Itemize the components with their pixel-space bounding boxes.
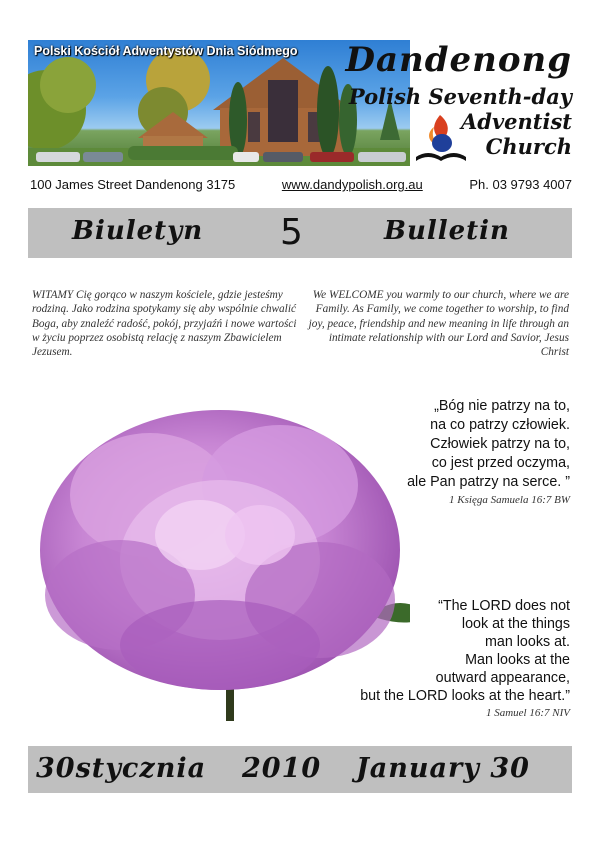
welcome-english: We WELCOME you warmly to our church, where we are Family. As Family, we come together to worship, to find joy, peace, friendship and new meaning in life through an intimate relationship with our Lord and Savior, Jesus Christ xyxy=(308,289,569,359)
contact-row xyxy=(30,177,572,192)
photo-caption: Polski Kościół Adwentystów Dnia Siódmego xyxy=(34,44,298,58)
title-church: Church xyxy=(485,134,572,159)
quote-polish-line: na co patrzy człowiek. xyxy=(430,417,570,433)
quote-polish-reference: 1 Księga Samuela 16:7 BW xyxy=(449,494,570,506)
quote-english-reference: 1 Samuel 16:7 NIV xyxy=(485,707,570,719)
quote-english xyxy=(290,597,570,720)
adventist-logo-icon xyxy=(412,113,470,165)
quote-polish-line: ale Pan patrzy na serce. ” xyxy=(407,474,570,490)
bulletin-label-english: Bulletin xyxy=(384,216,510,246)
quote-english-line: outward appearance, xyxy=(435,670,570,686)
website-link[interactable]: www.dandypolish.org.au xyxy=(281,177,423,192)
date-year: 2010 xyxy=(242,753,322,784)
quote-english-line: but the LORD looks at the heart.” xyxy=(360,688,570,704)
bulletin-band xyxy=(28,208,572,258)
title-polish-seventh-day: Polish Seventh-day xyxy=(348,84,572,109)
title-dandenong: Dandenong xyxy=(345,40,572,80)
title-adventist: Adventist xyxy=(460,109,572,134)
date-polish: 30stycznia xyxy=(36,753,207,784)
quote-english-line: man looks at. xyxy=(484,634,570,650)
quote-polish-line: co jest przed oczyma, xyxy=(431,455,570,471)
bulletin-number: 5 xyxy=(280,212,304,253)
quote-english-line: Man looks at the xyxy=(465,652,570,668)
phone: Ph. 03 9793 4007 xyxy=(469,177,572,192)
quote-english-line: look at the things xyxy=(461,616,570,632)
quote-english-line: “The LORD does not xyxy=(438,598,570,614)
date-english: January 30 xyxy=(356,753,530,784)
quote-polish-line: Człowiek patrzy na to, xyxy=(430,436,570,452)
quote-polish-line: „Bóg nie patrzy na to, xyxy=(434,398,570,414)
quote-polish xyxy=(330,397,570,507)
date-band xyxy=(28,746,572,793)
bulletin-label-polish: Biuletyn xyxy=(72,216,204,246)
welcome-polish: WITAMY Cię gorąco w naszym kościele, gdzie jesteśmy rodziną. Jako rodzina spotykamy się aby wspólnie chwalić Boga, aby znaleźć radość, pokój, przyjaźń i nowe wartości w życiu poprzez osobistą relację z naszym Zbawicielem Jezusem. xyxy=(32,289,297,359)
address: 100 James Street Dandenong 3175 xyxy=(30,177,236,192)
